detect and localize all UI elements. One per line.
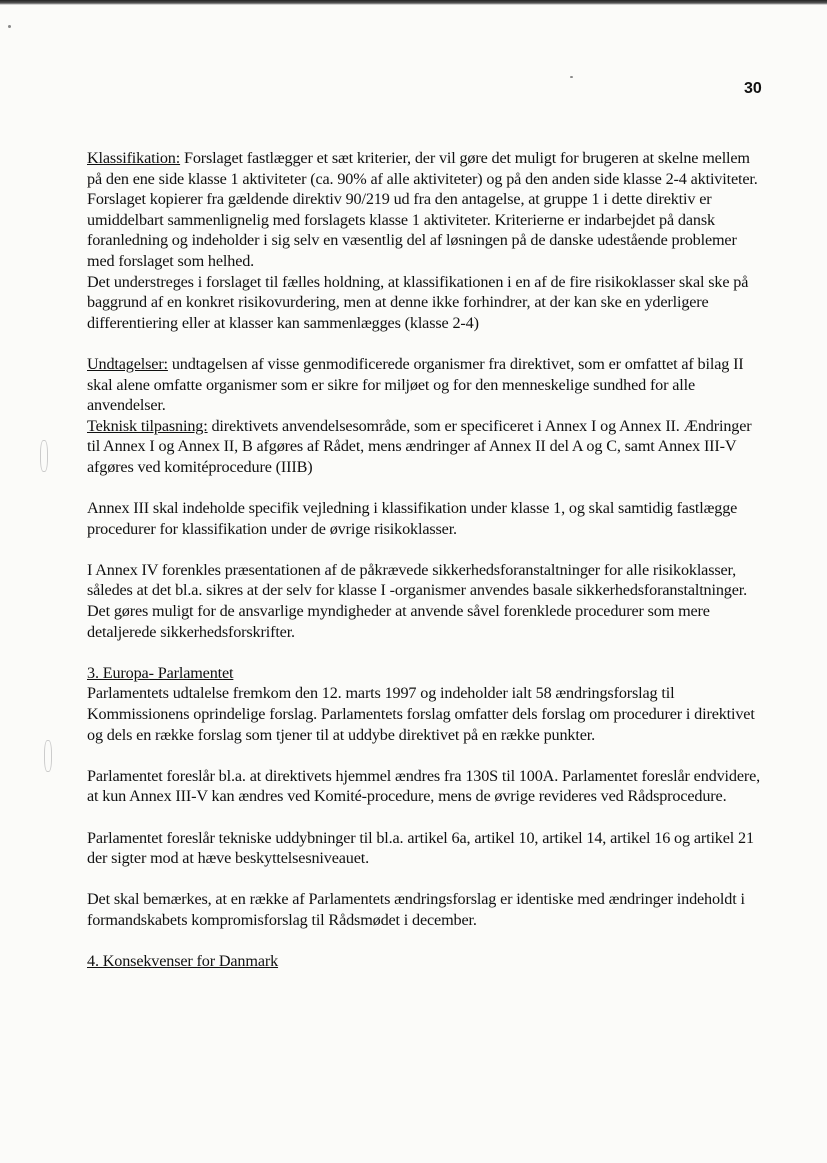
scan-speck (8, 25, 11, 28)
scan-speck (40, 440, 48, 472)
annex4-paragraph: I Annex IV forenkles præsentationen af de påkrævede sikkerhedsforanstaltninger for alle risikoklasser, således at det bl.a. sikres at der selv for klasse I -organismer anvendes basale sikkerhedsforanstaltninger. Det gøres muligt for de ansvarlige myndigheder at anvende såvel forenklede procedurer som mere detaljerede sikkerhedsforskrifter. (87, 560, 748, 641)
parlament-paragraph-3: Parlamentet foreslår tekniske uddybninger til bl.a. artikel 6a, artikel 10, artikel 14, artikel 16 og artikel 21 der sigter mod at hæve beskyttelsesniveauet. (87, 828, 754, 868)
parlament-heading: 3. Europa- Parlamentet (87, 663, 234, 682)
klassifikation-label: Klassifikation: (87, 149, 181, 167)
klassifikation-text: Forslaget fastlægger et sæt kriterier, der vil gøre det muligt for brugeren at skelne mellem på den ene side klasse 1 aktiviteter (ca. 90% af alle aktiviteter) og på den anden side klasse 2-4 aktiviteter. Forslaget kopierer fra gældende direktiv 90/219 ud fra den antagelse, at gruppe 1 i dette direktiv er umiddelbart sammenlignelig med forslagets klasse 1 aktiviteter. Kriterierne er indarbejdet på dansk foranledning og indeholder i sig selv en væsentlig del af løsningen på de danske udestående problemer med forslaget som helhed. (87, 149, 758, 270)
annex3-paragraph: Annex III skal indeholde specifik vejledning i klassifikation under klasse 1, og skal samtidig fastlægge procedurer for klassifikation under de øvrige risikoklasser. (87, 499, 738, 538)
document-body (87, 148, 763, 972)
page-number: 30 (744, 80, 762, 97)
klassifikation-paragraph (87, 148, 763, 272)
konsekvenser-heading: 4. Konsekvenser for Danmark (87, 952, 279, 971)
undtagelser-paragraph (87, 354, 763, 416)
teknisk-text: direktivets anvendelsesområde, som er specificeret i Annex I og Annex II. Ændringer til Annex I og Annex II, B afgøres af Rådet, mens ændringer af Annex II del A og C, samt Annex III-V afgøres ved komitéprocedure (IIIB) (87, 416, 752, 476)
scan-speck (570, 76, 573, 78)
teknisk-label: Teknisk tilpasning: (87, 416, 208, 435)
parlament-paragraph-2: Parlamentet foreslår bl.a. at direktivets hjemmel ændres fra 130S til 100A. Parlamentet foreslår endvidere, at kun Annex III-V kan ændres ved Komité-procedure, mens de øvrige revideres ved Rådsprocedure. (87, 766, 761, 806)
undtagelser-text: undtagelsen af visse genmodificerede organismer fra direktivet, som er omfattet af bilag II skal alene omfatte organismer som er sikre for miljøet og for den menneskelige sundhed for alle anvendelser. (87, 354, 744, 415)
teknisk-paragraph (87, 416, 763, 478)
undtagelser-label: Undtagelser: (87, 354, 168, 373)
klassifikation-paragraph-2: Det understreges i forslaget til fælles holdning, at klassifikationen i en af de fire risikoklasser skal ske på baggrund af en konkret risikovurdering, men at denne ikke forhindrer, at der kan ske en yderligere differentiering eller at klasser kan sammenlægges (klasse 2-4) (87, 272, 749, 332)
scan-speck (44, 740, 52, 772)
parlament-paragraph-1: Parlamentets udtalelse fremkom den 12. marts 1997 og indeholder ialt 58 ændringsforslag til Kommissionens oprindelige forslag. Parlamentets forslag omfatter dels forslag om procedurer i direktivet og dels en række forslag som tjener til at uddybe direktivet på en række punkter. (87, 684, 755, 744)
scan-top-border (0, 0, 827, 5)
parlament-paragraph-4: Det skal bemærkes, at en række af Parlamentets ændringsforslag er identiske med ændringer indeholdt i formandskabets kompromisforslag til Rådsmødet i december. (87, 890, 745, 929)
